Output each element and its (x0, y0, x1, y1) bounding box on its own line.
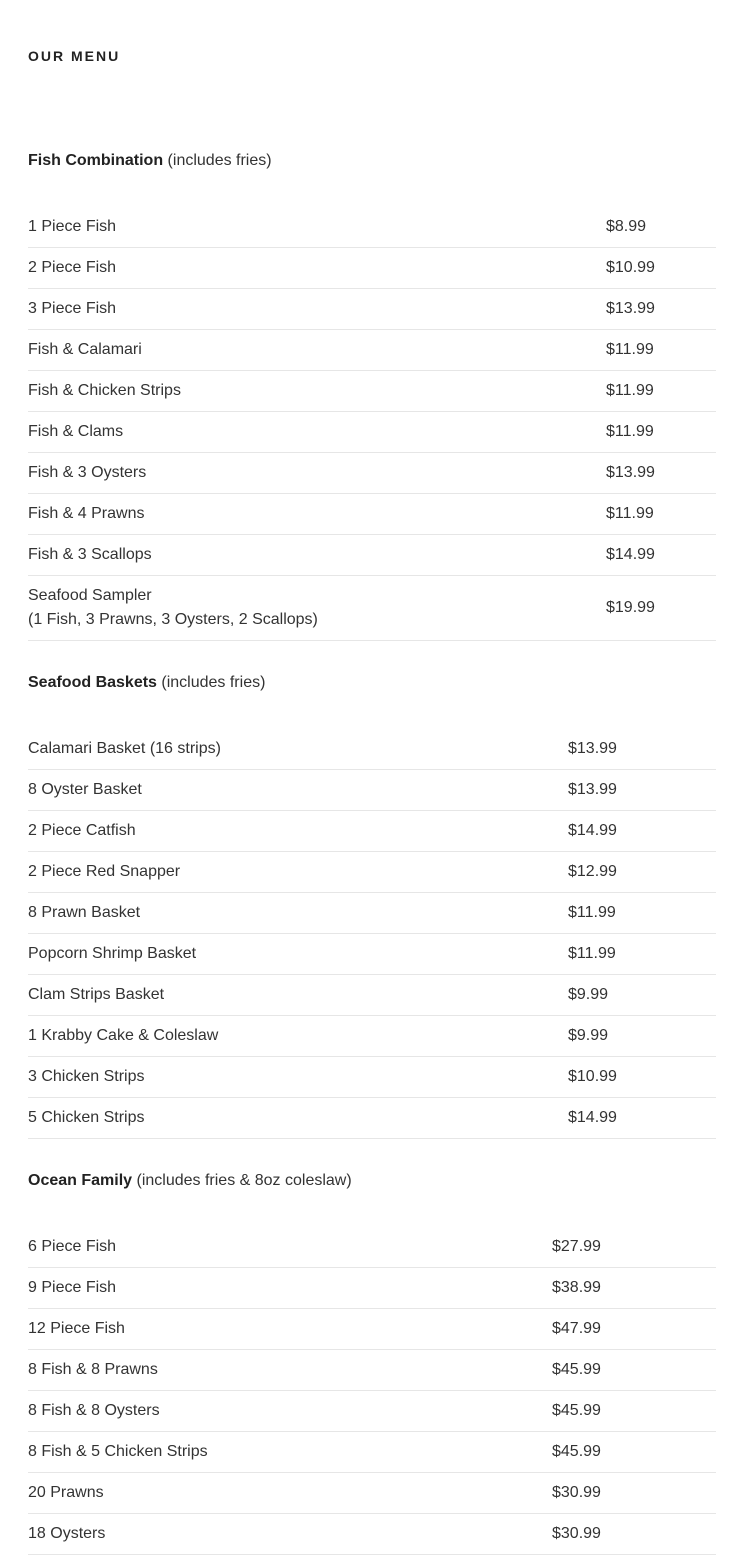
menu-item-name: Fish & 3 Oysters (28, 464, 147, 481)
menu-item-price: $8.99 (606, 218, 647, 235)
table-row (28, 1057, 716, 1098)
menu-item-name: Popcorn Shrimp Basket (28, 945, 197, 962)
section-heading (28, 673, 716, 713)
menu-item-name: Fish & Calamari (28, 341, 142, 358)
menu-item-price: $13.99 (606, 300, 655, 317)
table-row (28, 576, 716, 641)
table-row (28, 330, 716, 371)
menu-table (28, 207, 716, 641)
page-title: OUR MENU (28, 48, 121, 64)
menu-item-price: $30.99 (552, 1525, 601, 1542)
menu-item-name: 8 Fish & 8 Prawns (28, 1361, 158, 1378)
menu-item-name: 18 Oysters (28, 1525, 106, 1542)
section-note: (includes fries & 8oz coleslaw) (132, 1172, 352, 1189)
menu-item-name: 12 Piece Fish (28, 1320, 125, 1337)
menu-item-name: 6 Piece Fish (28, 1238, 117, 1255)
table-row (28, 729, 716, 770)
section-heading (28, 151, 716, 191)
table-row (28, 1473, 716, 1514)
menu-item-price: $45.99 (552, 1361, 601, 1378)
table-row (28, 1391, 716, 1432)
menu-item-name: Fish & Chicken Strips (28, 382, 181, 399)
menu-item-price: $10.99 (606, 259, 655, 276)
menu-item-price: $27.99 (552, 1238, 601, 1255)
table-row (28, 207, 716, 248)
section-fish-combination (28, 151, 716, 641)
menu-item-price: $11.99 (606, 382, 654, 399)
menu-item-name: 8 Fish & 8 Oysters (28, 1402, 160, 1419)
menu-item-name: 5 Chicken Strips (28, 1109, 145, 1126)
menu-item-price: $11.99 (606, 341, 654, 358)
menu-item-name: 9 Piece Fish (28, 1279, 117, 1296)
menu-item-name: Fish & 3 Scallops (28, 546, 152, 563)
menu-item-price: $14.99 (568, 1109, 617, 1126)
menu-item-name: Seafood Sampler (1 Fish, 3 Prawns, 3 Oysters, 2 Scallops) (28, 587, 318, 628)
table-row (28, 770, 716, 811)
menu-item-price: $13.99 (568, 740, 617, 757)
menu-item-price: $11.99 (568, 945, 616, 962)
table-row (28, 494, 716, 535)
menu-item-price: $19.99 (606, 599, 655, 616)
menu-item-name: 8 Oyster Basket (28, 781, 142, 798)
table-row (28, 1098, 716, 1139)
table-row (28, 371, 716, 412)
section-note: (includes fries) (156, 674, 266, 691)
table-row (28, 1227, 716, 1268)
menu-item-price: $30.99 (552, 1484, 601, 1501)
menu-item-price: $11.99 (606, 505, 654, 522)
table-row (28, 1514, 716, 1555)
table-row (28, 811, 716, 852)
menu-item-price: $38.99 (552, 1279, 601, 1296)
table-row (28, 535, 716, 576)
menu-item-name: 8 Fish & 5 Chicken Strips (28, 1443, 208, 1460)
table-row (28, 1432, 716, 1473)
menu-item-name: 20 Prawns (28, 1484, 104, 1501)
menu-item-price: $11.99 (606, 423, 654, 440)
menu-item-price: $14.99 (568, 822, 617, 839)
section-name: Fish Combination (28, 152, 164, 169)
menu-item-price: $14.99 (606, 546, 655, 563)
section-ocean-family (28, 1171, 716, 1555)
menu-item-price: $47.99 (552, 1320, 601, 1337)
menu-table (28, 1227, 716, 1555)
menu-item-name: Fish & Clams (28, 423, 124, 440)
menu-item-name: Calamari Basket (16 strips) (28, 740, 221, 757)
menu-item-name: 2 Piece Red Snapper (28, 863, 181, 880)
menu-item-price: $45.99 (552, 1402, 601, 1419)
menu-item-price: $10.99 (568, 1068, 617, 1085)
section-heading (28, 1171, 716, 1211)
menu-item-name: 3 Chicken Strips (28, 1068, 145, 1085)
menu-item-price: $12.99 (568, 863, 617, 880)
section-name: Ocean Family (28, 1172, 133, 1189)
section-note: (includes fries) (163, 152, 272, 169)
section-seafood-baskets (28, 673, 716, 1139)
menu-item-name: Clam Strips Basket (28, 986, 165, 1003)
table-row (28, 975, 716, 1016)
menu-table (28, 729, 716, 1139)
table-row (28, 852, 716, 893)
menu-item-name: 8 Prawn Basket (28, 904, 141, 921)
table-row (28, 453, 716, 494)
menu-item-price: $13.99 (606, 464, 655, 481)
menu-item-name: 3 Piece Fish (28, 300, 117, 317)
table-row (28, 893, 716, 934)
menu-item-name: Fish & 4 Prawns (28, 505, 145, 522)
menu-item-price: $9.99 (568, 986, 609, 1003)
menu-item-price: $9.99 (568, 1027, 609, 1044)
menu-item-name: 2 Piece Fish (28, 259, 117, 276)
menu-item-name: 1 Piece Fish (28, 218, 117, 235)
menu-item-price: $13.99 (568, 781, 617, 798)
table-row (28, 1016, 716, 1057)
table-row (28, 1309, 716, 1350)
table-row (28, 412, 716, 453)
table-row (28, 248, 716, 289)
table-row (28, 289, 716, 330)
menu-item-price: $11.99 (568, 904, 616, 921)
table-row (28, 1350, 716, 1391)
menu-item-name: 2 Piece Catfish (28, 822, 136, 839)
menu-item-price: $45.99 (552, 1443, 601, 1460)
menu-item-name: 1 Krabby Cake & Coleslaw (28, 1027, 219, 1044)
table-row (28, 934, 716, 975)
section-name: Seafood Baskets (28, 674, 157, 691)
table-row (28, 1268, 716, 1309)
